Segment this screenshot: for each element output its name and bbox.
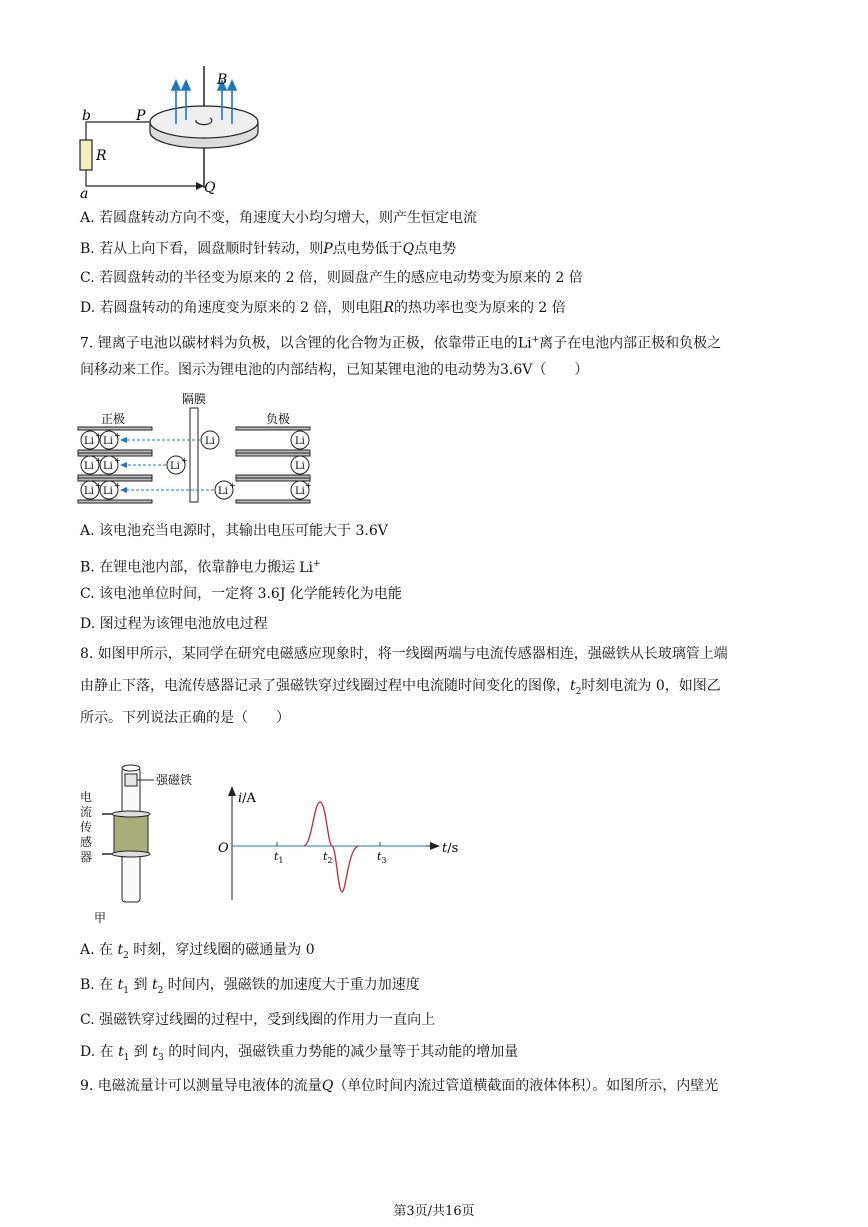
label-jia: 甲 [94, 911, 107, 925]
svg-text:+: + [95, 456, 102, 465]
svg-text:Li: Li [295, 436, 305, 447]
q8-stem-line1: 8. 如图甲所示，某同学在研究电磁感应现象时，将一线圈两端与电流传感器相连，强磁铁从长玻璃管上端 [80, 646, 728, 662]
tick-t1: $t_1$ [274, 850, 284, 865]
q6-option-b: B. 若从上向下看，圆盘顺时针转动，则P点电势低于Q点电势 [80, 241, 457, 257]
magnet-tube-figure [74, 762, 214, 928]
svg-text:+: + [95, 481, 102, 490]
svg-text:Li: Li [205, 436, 215, 447]
label-b: b [82, 108, 91, 124]
q6-option-d: D. 若圆盘转动的角速度变为原来的 2 倍，则电阻R的热功率也变为原来的 2 倍 [80, 300, 566, 316]
svg-text:+: + [181, 456, 188, 465]
svg-text:+: + [95, 431, 102, 440]
svg-text:+: + [114, 456, 121, 465]
current-curve [304, 802, 358, 892]
q8-option-b: B. 在 $t_1$ 到 $t_2$ 时间内，强磁铁的加速度大于重力加速度 [80, 977, 420, 996]
disk-generator-figure [70, 64, 270, 204]
svg-text:O: O [218, 841, 229, 856]
label-negative: 负极 [266, 412, 291, 426]
svg-text:Li: Li [170, 461, 180, 472]
page-footer: 第3页/共16页 [393, 1204, 475, 1219]
label-B: B [217, 72, 228, 88]
q8-stem-line2: 由静止下落，电流传感器记录了强磁铁穿过线圈过程中电流随时间变化的图像，$t_2$时刻电流为 0，如图乙 [80, 678, 721, 697]
q7-option-c: C. 该电池单位时间，一定将 3.6J 化学能转化为电能 [80, 586, 402, 602]
svg-text:+: + [114, 431, 121, 440]
q7-stem-line1: 7. 锂离子电池以碳材料为负极，以含锂的化合物为正极，依靠带正电的Li+离子在电池内部正极和负极之 [80, 335, 722, 352]
svg-text:Li: Li [84, 486, 94, 497]
label-Q: Q [204, 180, 216, 196]
label-current-sensor: 电流传感器 [80, 790, 93, 864]
svg-text:t/s: t/s [442, 841, 459, 856]
svg-text:Li: Li [103, 486, 113, 497]
q6-option-c: C. 若圆盘转动的半径变为原来的 2 倍，则圆盘产生的感应电动势变为原来的 2 倍 [80, 270, 583, 286]
svg-text:+: + [114, 481, 121, 490]
label-R: R [96, 148, 107, 164]
tick-t3: $t_3$ [377, 850, 387, 865]
svg-text:+: + [229, 481, 236, 490]
q9-stem: 9. 电磁流量计可以测量导电液体的流量Q（单位时间内流过管道横截面的液体体积）。如图所示，内壁光 [80, 1078, 719, 1094]
svg-text:Li: Li [295, 486, 305, 497]
current-time-graph [216, 780, 466, 910]
q7-option-d: D. 图过程为该锂电池放电过程 [80, 616, 268, 632]
svg-text:Li: Li [218, 486, 228, 497]
q7-option-b: B. 在锂电池内部，依靠静电力搬运 Li+ [80, 559, 321, 576]
q8-option-a: A. 在 $t_2$ 时刻，穿过线圈的磁通量为 0 [80, 942, 315, 961]
svg-text:Li: Li [84, 436, 94, 447]
label-P: P [136, 108, 146, 124]
q6-option-a: A. 若圆盘转动方向不变，角速度大小均匀增大，则产生恒定电流 [80, 210, 478, 226]
tick-t2: $t_2$ [323, 850, 333, 865]
q8-option-d: D. 在 $t_1$ 到 $t_3$ 的时间内，强磁铁重力势能的减少量等于其动能的增加量 [80, 1044, 519, 1063]
lithium-battery-figure [76, 390, 316, 508]
q7-stem-line2: 间移动来工作。图示为锂电池的内部结构，已知某锂电池的电动势为3.6V（ ） [80, 362, 589, 378]
q8-stem-line3: 所示。下列说法正确的是（ ） [80, 710, 290, 726]
label-separator: 隔膜 [182, 392, 207, 406]
label-positive: 正极 [101, 412, 126, 426]
label-magnet: 强磁铁 [156, 773, 193, 787]
label-a: a [80, 186, 89, 202]
svg-text:+: + [305, 481, 312, 490]
svg-text:i/A: i/A [238, 791, 256, 806]
svg-text:Li: Li [103, 436, 113, 447]
q7-option-a: A. 该电池充当电源时，其输出电压可能大于 3.6V [80, 523, 388, 539]
svg-text:Li: Li [103, 461, 113, 472]
q8-option-c: C. 强磁铁穿过线圈的过程中，受到线圈的作用力一直向上 [80, 1012, 436, 1028]
svg-text:Li: Li [84, 461, 94, 472]
svg-text:Li: Li [295, 461, 305, 472]
